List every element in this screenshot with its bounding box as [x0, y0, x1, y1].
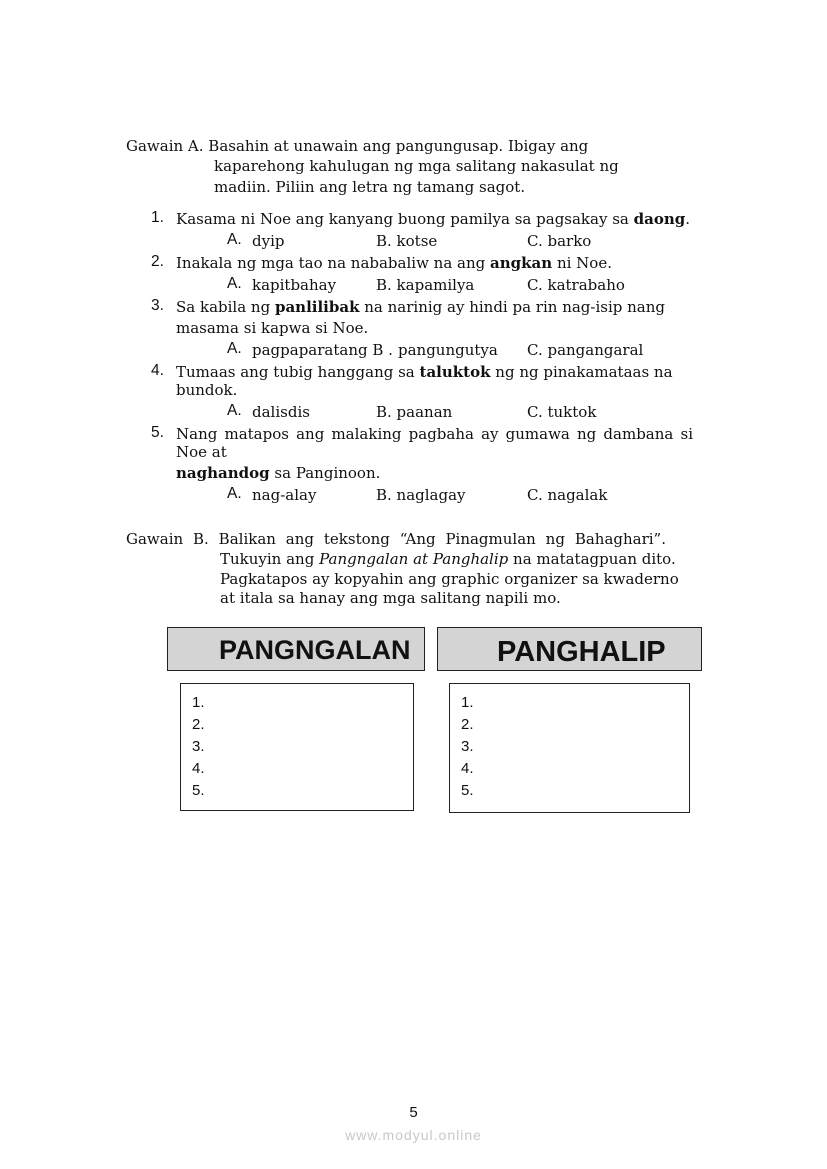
question-4-keyword: taluktok — [419, 363, 491, 381]
panghalip-item-5: 5. — [461, 782, 474, 799]
question-2-text: Inakala ng mga tao na nababaliw na ang angkan ni Noe. — [176, 254, 612, 272]
question-3-text: Sa kabila ng panlilibak na narinig ay hindi pa rin nag-isip nang — [176, 298, 666, 316]
page-number: 5 — [409, 1104, 418, 1121]
question-3-choice-c: C. pangangaral — [527, 341, 644, 359]
panghalip-list-box — [449, 683, 690, 813]
pangngalan-item-5: 5. — [192, 782, 205, 799]
panghalip-header — [437, 627, 702, 671]
question-4-number: 4. — [151, 362, 164, 379]
question-5-choice-a: nag-alay — [252, 486, 317, 504]
pangngalan-item-2: 2. — [192, 716, 205, 733]
question-2-choice-c: C. katrabaho — [527, 276, 625, 294]
pangngalan-item-4: 4. — [192, 760, 205, 777]
question-2-number: 2. — [151, 253, 164, 270]
question-1-choice-a: dyip — [252, 232, 285, 250]
question-3-number: 3. — [151, 297, 164, 314]
question-5-choice-b: B. naglagay — [376, 486, 466, 504]
question-3-choice-b: pangungutya — [398, 341, 498, 359]
question-5-keyword: naghandog — [176, 464, 270, 482]
pangngalan-item-3: 3. — [192, 738, 205, 755]
pangngalan-list-box — [180, 683, 414, 811]
question-2-choice-b: B. kapamilya — [376, 276, 475, 294]
question-5-text-line-3: naghandog sa Panginoon. — [176, 464, 381, 482]
gawain-a-line-1: Gawain A. Basahin at unawain ang pangungusap. Ibigay ang — [126, 137, 589, 155]
question-4-text: Tumaas ang tubig hanggang sa taluktok ng ng pinakamataas na — [176, 363, 673, 381]
question-4-choice-b: B. paanan — [376, 403, 453, 421]
question-2-choice-a-letter: A. — [227, 275, 242, 292]
question-1-number: 1. — [151, 209, 164, 226]
question-3-keyword: panlilibak — [274, 298, 360, 316]
question-3-choice-a-letter: A. — [227, 340, 242, 357]
panghalip-item-4: 4. — [461, 760, 474, 777]
panghalip-item-1: 1. — [461, 694, 474, 711]
panghalip-header-label: PANGHALIP — [497, 636, 666, 668]
question-1-text: Kasama ni Noe ang kanyang buong pamilya sa pagsakay sa daong. — [176, 210, 691, 228]
panghalip-item-3: 3. — [461, 738, 474, 755]
question-1-keyword: daong — [633, 210, 686, 228]
pangngalan-header — [167, 627, 425, 671]
pangngalan-item-1: 1. — [192, 694, 205, 711]
question-2-keyword: angkan — [490, 254, 553, 272]
gawain-a-line-2: kaparehong kahulugan ng mga salitang nakasulat ng — [214, 157, 619, 175]
question-5-choice-c: C. nagalak — [527, 486, 608, 504]
question-1-choice-c: C. barko — [527, 232, 592, 250]
question-1-choice-b: B. kotse — [376, 232, 438, 250]
question-5-choice-a-letter: A. — [227, 485, 242, 502]
question-5-number: 5. — [151, 424, 164, 441]
question-4-choice-a: dalisdis — [252, 403, 310, 421]
question-3-text-line-2: masama si kapwa si Noe. — [176, 319, 369, 337]
gawain-b-line-1: Gawain B. Balikan ang tekstong “Ang Pinagmulan ng Bahaghari”. — [126, 530, 666, 548]
gawain-a-line-3: madiin. Piliin ang letra ng tamang sagot. — [214, 178, 526, 196]
question-2-choice-a: kapitbahay — [252, 276, 337, 294]
watermark: www.modyul.online — [345, 1127, 482, 1143]
gawain-b-line-4: at itala sa hanay ang mga salitang napili mo. — [220, 589, 561, 607]
panghalip-item-2: 2. — [461, 716, 474, 733]
question-4-choice-a-letter: A. — [227, 402, 242, 419]
pangngalan-header-label: PANGNGALAN — [219, 635, 411, 665]
gawain-b-line-2: Tukuyin ang Pangngalan at Panghalip na matatagpuan dito. — [220, 550, 676, 568]
question-3-choice-a: pagpaparatang B . — [252, 341, 393, 359]
question-1-choice-a-letter: A. — [227, 231, 242, 248]
question-4-choice-c: C. tuktok — [527, 403, 597, 421]
question-5-text: Nang matapos ang malaking pagbaha ay gumawa ng dambana si — [176, 425, 693, 443]
question-5-text-line-2: Noe at — [176, 443, 227, 461]
gawain-b-line-3: Pagkatapos ay kopyahin ang graphic organizer sa kwaderno — [220, 570, 679, 588]
question-4-text-line-2: bundok. — [176, 381, 238, 399]
